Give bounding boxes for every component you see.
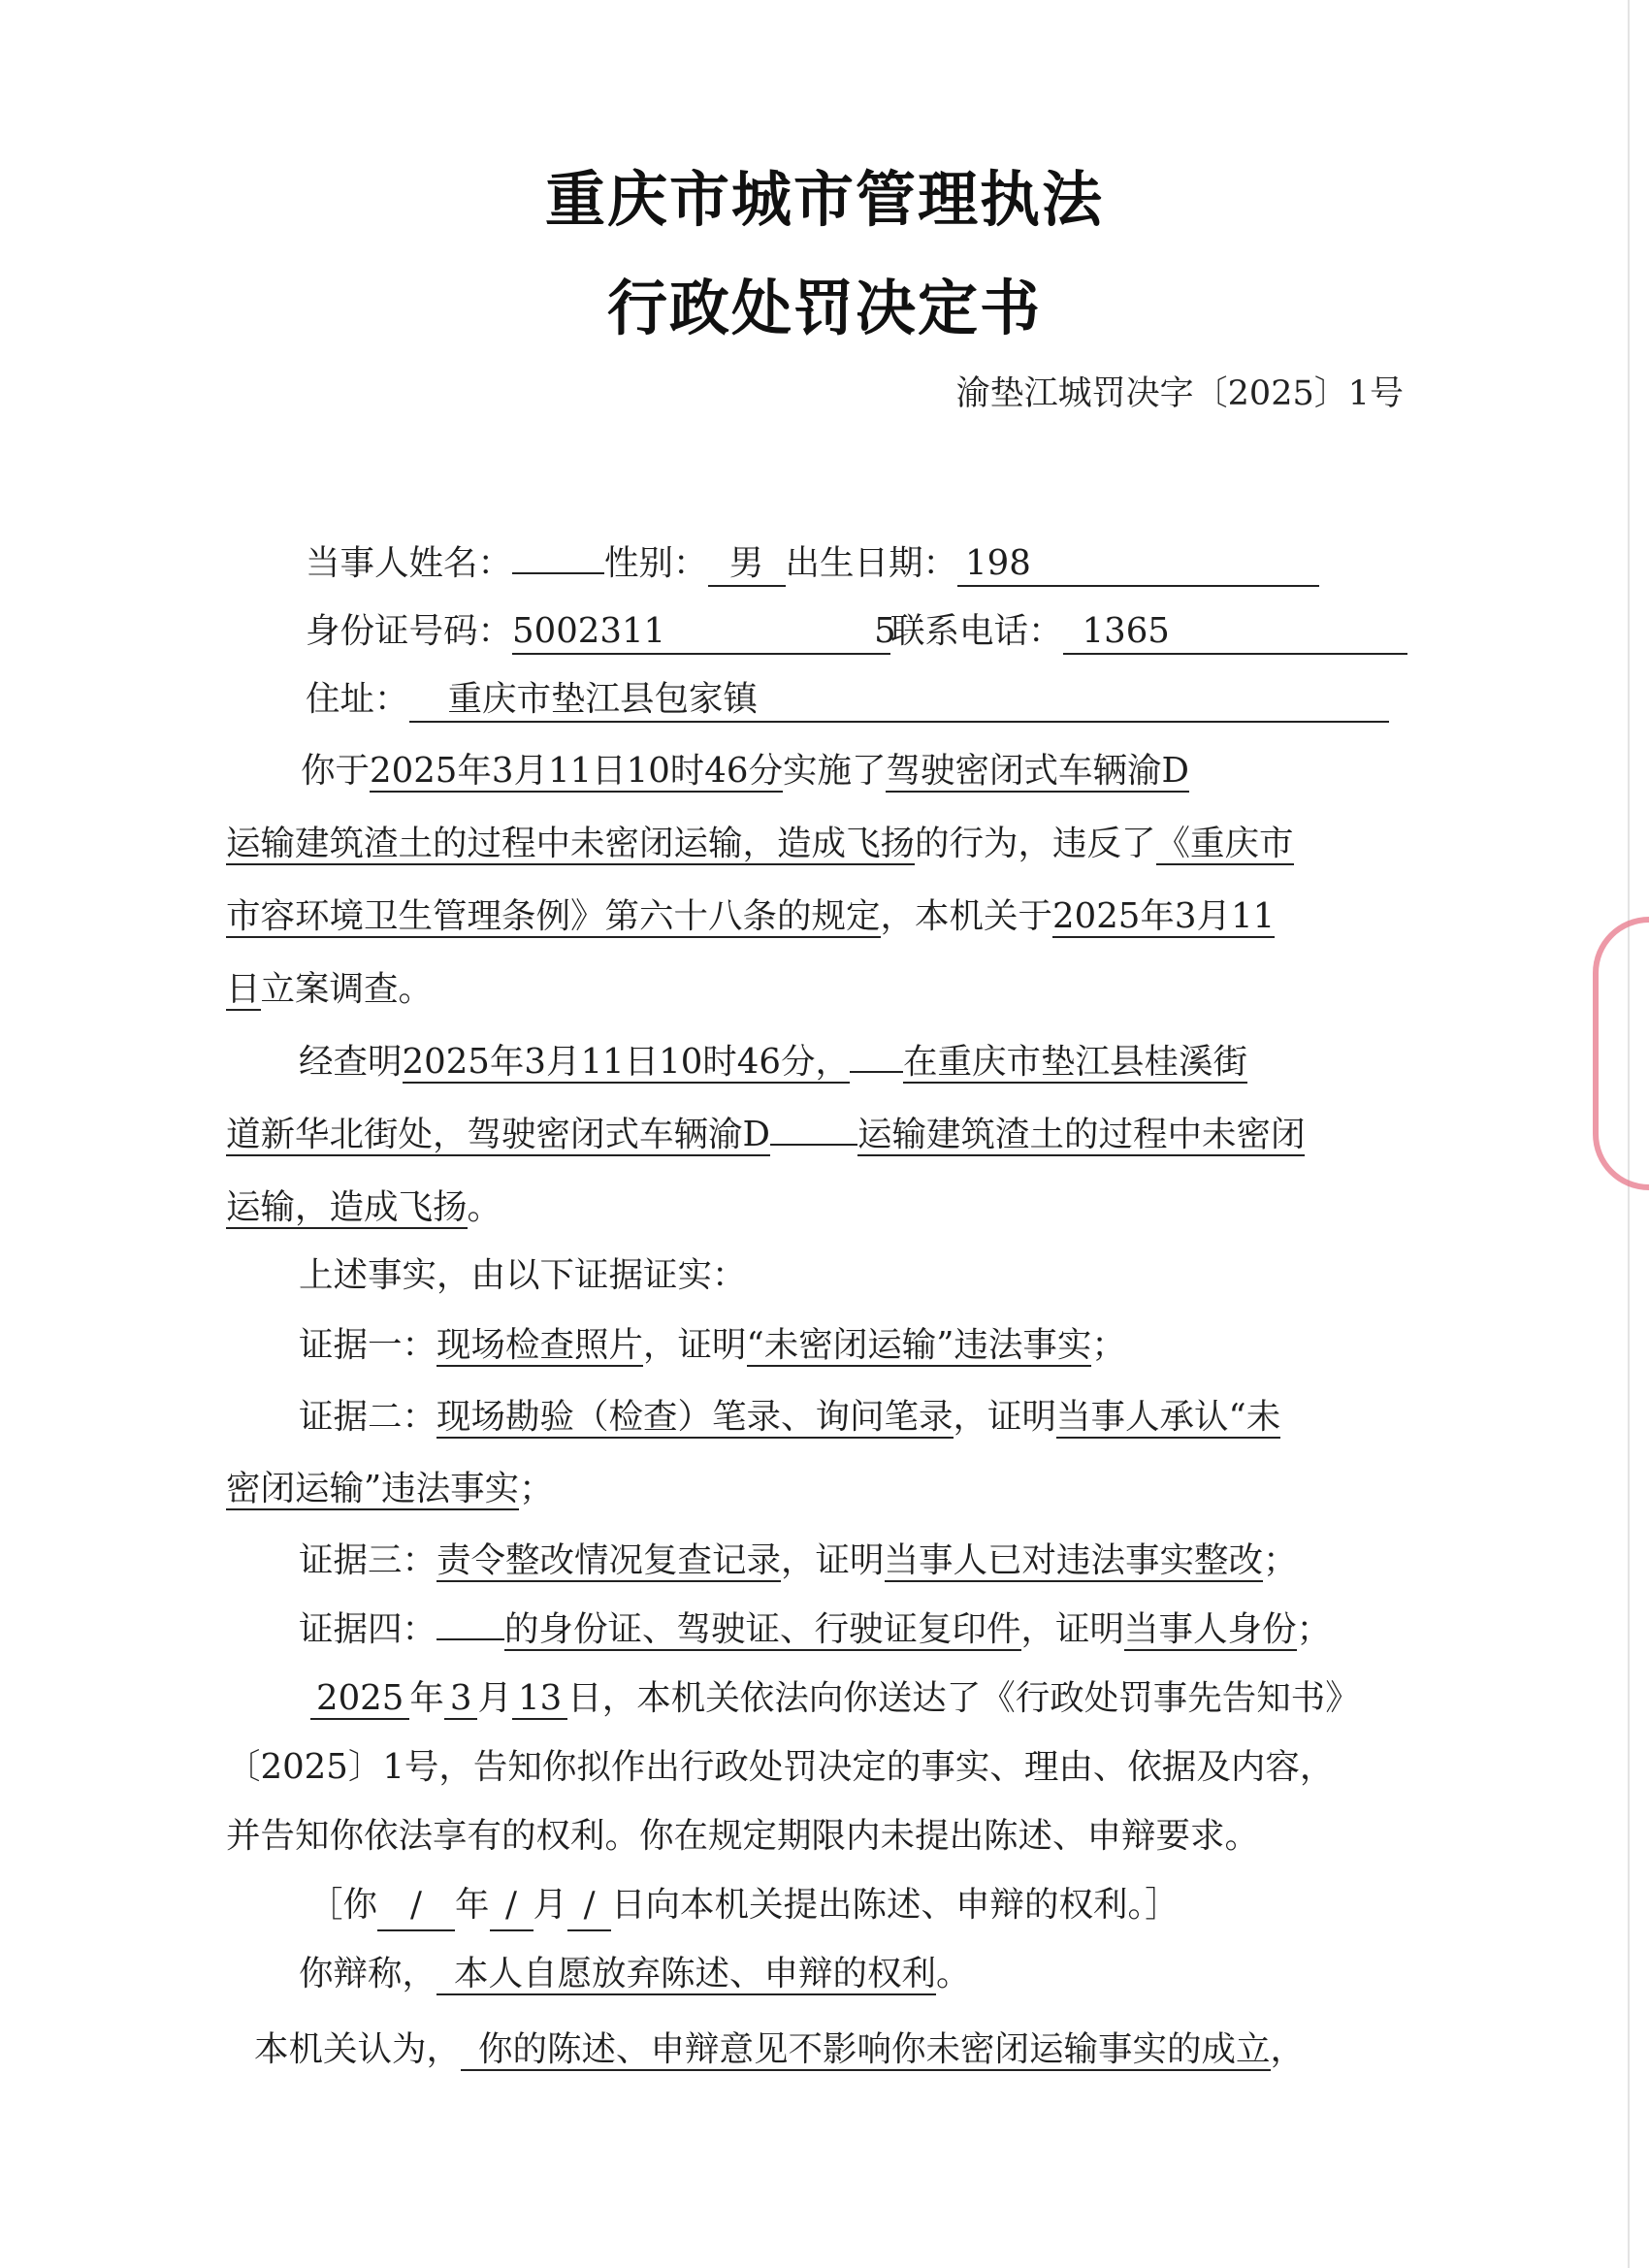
para4-month-unit: 月 [533,1885,568,1925]
para5-prefix: 你辩称， [299,1954,437,1993]
id-field [512,610,896,655]
para1-act-cont: 运输建筑渣土的过程中未密闭运输，造成飞扬 [226,824,916,863]
para3-year: 2025 [310,1678,409,1720]
red-seal-stamp [1593,917,1649,1190]
evidence-4-fact: 当事人身份 [1124,1609,1297,1649]
evidence-3 [299,1537,1487,1585]
evidence-3-item: 责令整改情况复查记录 [436,1540,782,1580]
birth-label: 出生日期： [785,543,958,583]
para1-mid3: ，本机关于 [880,896,1053,936]
para2-place-cont: 道新华北街处，驾驶密闭式车辆渝D [226,1115,770,1154]
para4-open: ［你 [308,1885,378,1925]
para5-statement: 本人自愿放弃陈述、申辩的权利 [436,1954,936,1995]
para3-day-unit: 日 [567,1678,602,1718]
evidence-1-end: ； [1091,1325,1126,1365]
para2-line2 [226,1111,1414,1159]
para2-line3 [226,1183,1414,1232]
para4-year: / [377,1881,455,1931]
phone-value: 1365 [1082,611,1170,651]
para2-tail: 运输建筑渣土的过程中未密闭 [857,1115,1306,1154]
phone-label: 联系电话： [890,611,1063,651]
para1-end: 立案调查。 [260,969,434,1009]
party-address-line [306,675,1494,724]
evidence-1 [299,1321,1487,1370]
evidence-2-line1 [299,1393,1487,1442]
para1-mid: 实施了 [782,751,887,791]
id-label: 身份证号码： [306,611,513,651]
para4-line [308,1881,1497,1931]
para6-end: ， [1270,2029,1306,2069]
name-label: 当事人姓名： [306,543,513,583]
para1-prefix: 你于 [301,751,371,791]
address-value: 重庆市垫江县包家镇 [447,679,759,719]
para4-year-unit: 年 [455,1885,490,1925]
gender-label: 性别： [604,543,708,583]
evidence-4-label: 证据四： [299,1609,437,1649]
evidence-2-label: 证据二： [299,1397,437,1437]
evidence-2-mid: ，证明 [953,1397,1057,1437]
address-label: 住址： [306,679,409,719]
para1-date: 2025年3月11 [1052,896,1276,936]
gender-field [708,542,786,587]
para6-line [254,2025,1442,2074]
evidence-intro: 上述事实，由以下证据证实： [299,1255,747,1295]
para1-after-law: 的规定 [777,896,881,936]
para2-end: 。 [467,1187,502,1227]
document-title-line2: 行政处罚决定书 [606,273,1042,343]
id-value: 5002311 [512,611,666,651]
document-title-line1: 重庆市城市管理执法 [544,164,1104,235]
evidence-2-item: 现场勘验（检查）笔录、询问笔录 [436,1397,954,1437]
para6-prefix: 本机关认为， [254,2029,462,2069]
para3-month: 3 [444,1678,478,1720]
evidence-4 [299,1605,1487,1654]
evidence-1-fact: “未密闭运输”违法事实 [746,1325,1092,1365]
para1-line3 [226,892,1414,941]
para5-end: 。 [936,1954,971,1993]
para4-day: / [567,1881,611,1931]
evidence-2-end: ； [519,1469,554,1508]
para2-last: 运输，造成飞扬 [226,1187,468,1227]
para6-statement: 你的陈述、申辩意见不影响你未密闭运输事实的成立 [461,2029,1271,2071]
para1-line1 [301,747,1489,795]
para4-month: / [490,1881,534,1931]
party-id-line [306,607,1494,656]
gender-value: 男 [728,543,764,583]
birth-value: 198 [965,543,1031,583]
para3-month-unit: 月 [477,1678,512,1718]
name-field [512,572,604,574]
evidence-4-mid: ，证明 [1020,1609,1125,1649]
evidence-1-label: 证据一： [299,1325,437,1365]
evidence-4-item: 的身份证、驾驶证、行驶证复印件 [504,1609,1021,1649]
para2-line1 [299,1038,1487,1086]
evidence-4-end: ； [1296,1609,1332,1649]
para3-day: 13 [512,1678,567,1720]
evidence-1-mid: ，证明 [643,1325,747,1365]
evidence-2-fact-cont: 密闭运输”违法事实 [226,1469,520,1508]
evidence-3-fact: 当事人已对违法事实整改 [884,1540,1264,1580]
party-name-line [306,539,1494,588]
evidence-2-line2 [226,1465,1414,1513]
para5-line [299,1950,1487,1998]
para3-line2: 〔2025〕1号，告知你拟作出行政处罚决定的事实、理由、依据及内容， [226,1747,1335,1787]
id-tail: 5 [874,611,896,651]
evidence-3-mid: ，证明 [781,1540,885,1580]
para1-date-cont: 日 [226,969,261,1009]
para1-law: 《重庆市 [1155,824,1294,863]
para1-act-start: 驾驶密闭式车辆渝D [886,751,1189,791]
para2-prefix: 经查明 [299,1042,403,1082]
address-field [409,678,1389,723]
evidence-1-item: 现场检查照片 [436,1325,644,1365]
para2-place-start: 在重庆市垫江县桂溪街 [902,1042,1247,1082]
para3-line1 [310,1674,1499,1723]
para1-law-cont: 市容环境卫生管理条例》第六十八条 [226,896,778,936]
para1-line4 [226,965,1414,1014]
para3-line3: 并告知你依法享有的权利。你在规定期限内未提出陈述、申辩要求。 [226,1816,1260,1856]
para1-time: 2025年3月11日10时46分 [370,751,783,791]
para1-mid2: 的行为，违反了 [915,824,1156,863]
para1-line2 [226,820,1414,868]
para2-time: 2025年3月11日10时46分， [402,1042,850,1082]
document-number: 渝垫江城罚决字〔2025〕1号 [955,374,1404,413]
evidence-3-end: ； [1263,1540,1298,1580]
para3-text1: ，本机关依法向你送达了《行政处罚事先告知书》 [601,1678,1360,1718]
evidence-2-fact: 当事人承认“未 [1056,1397,1281,1437]
birth-field [957,542,1319,587]
para3-year-unit: 年 [409,1678,444,1718]
evidence-3-label: 证据三： [299,1540,437,1580]
para4-rest: 日向本机关提出陈述、申辩的权利。］ [611,1885,1180,1925]
phone-field [1063,610,1407,655]
